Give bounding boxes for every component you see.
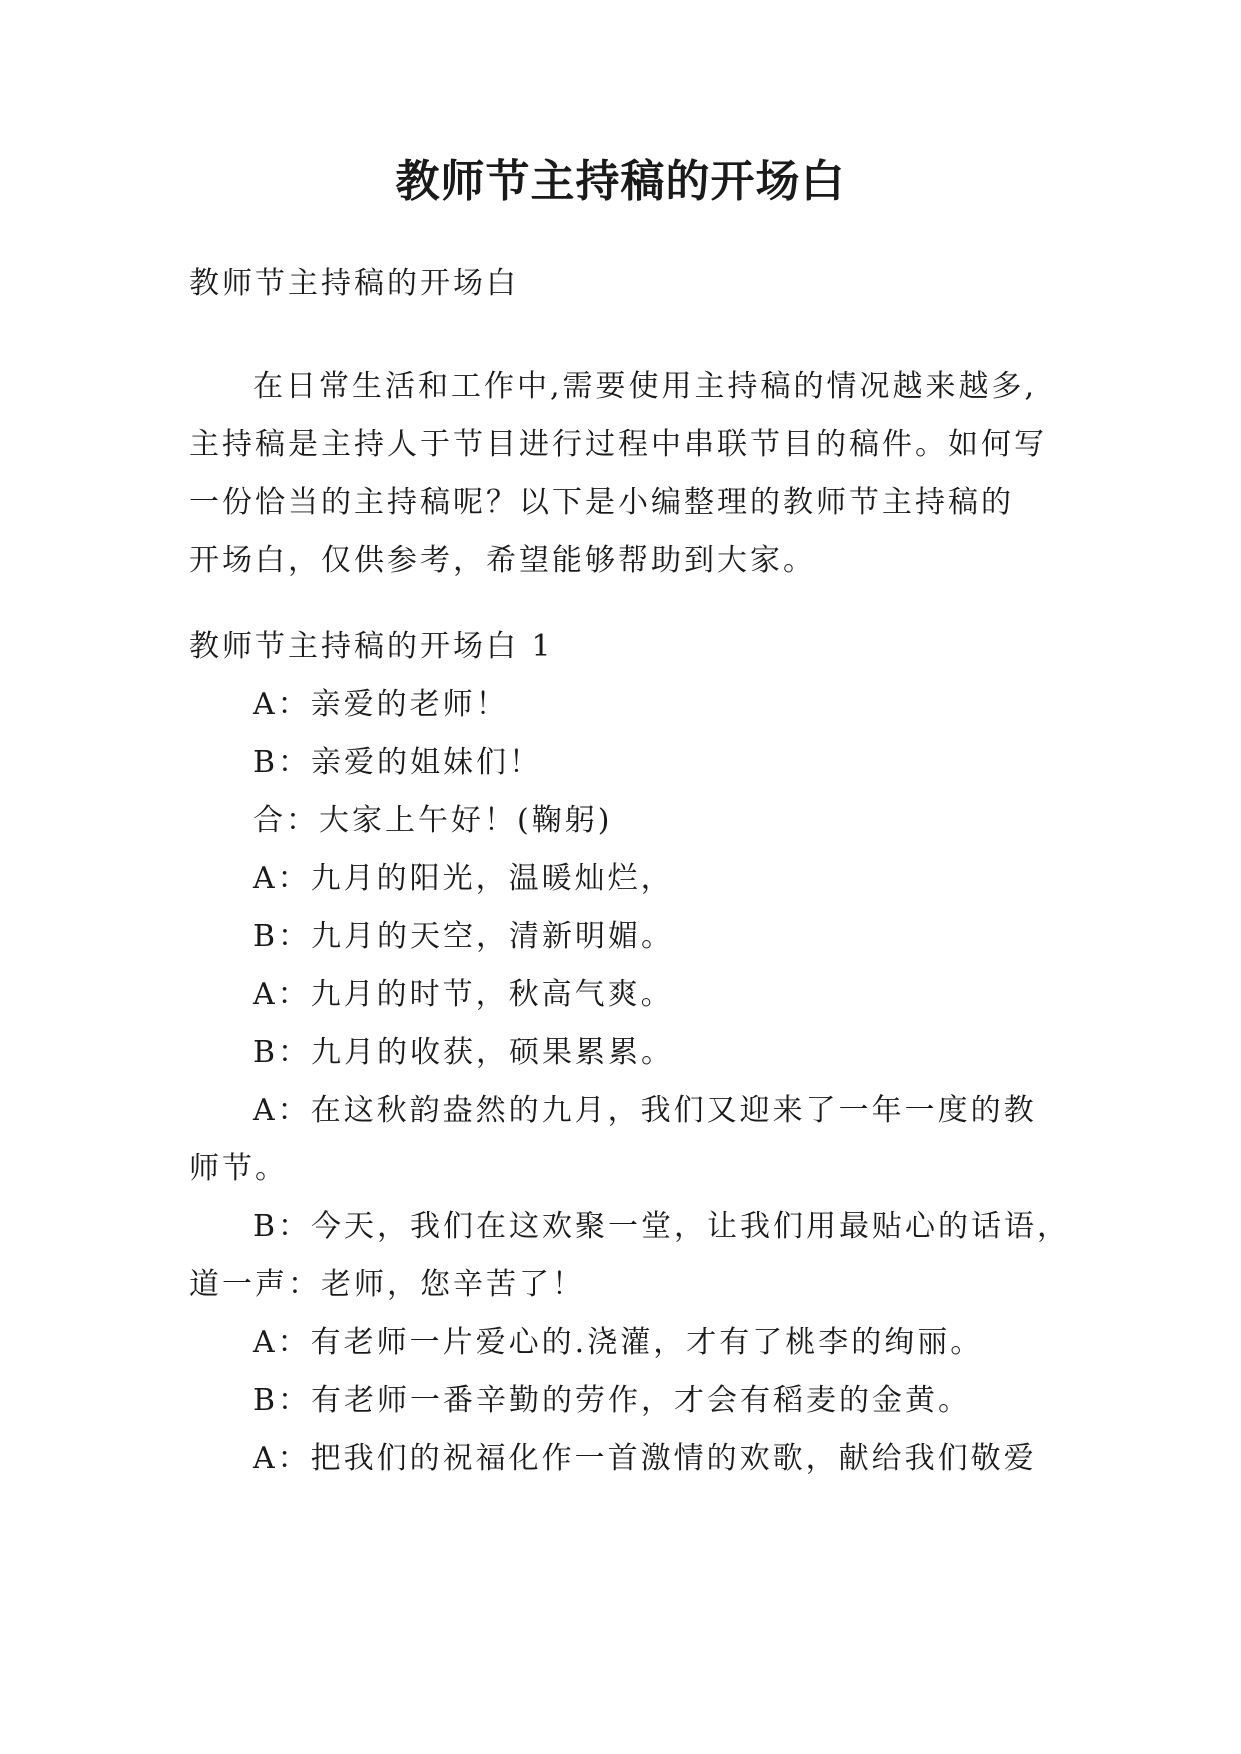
- intro-line: 开场白，仅供参考，希望能够帮助到大家。: [189, 543, 816, 578]
- dialogue-line: B：九月的天空，清新明媚。: [253, 919, 675, 954]
- subtitle: 教师节主持稿的开场白: [189, 266, 519, 301]
- dialogue-line: A：九月的时节，秋高气爽。: [253, 977, 674, 1012]
- dialogue-line: B：亲爱的姐妹们！: [253, 745, 543, 780]
- dialogue-line: B：今天，我们在这欢聚一堂，让我们用最贴心的话语，: [253, 1209, 1071, 1244]
- dialogue-line: 师节。: [189, 1151, 288, 1186]
- dialogue-line: 道一声：老师，您辛苦了！: [189, 1267, 585, 1302]
- intro-line: 在日常生活和工作中,需要使用主持稿的情况越来越多,: [253, 369, 1038, 404]
- dialogue-line: A：把我们的祝福化作一首激情的欢歌，献给我们敬爱: [253, 1441, 1037, 1476]
- intro-line: 主持稿是主持人于节目进行过程中串联节目的稿件。如何写: [189, 427, 1047, 462]
- section-heading: 教师节主持稿的开场白 1: [189, 629, 554, 664]
- dialogue-line: A：亲爱的老师！: [253, 687, 509, 722]
- dialogue-line: A：九月的阳光，温暖灿烂，: [253, 861, 674, 896]
- dialogue-line: B：有老师一番辛勤的劳作，才会有稻麦的金黄。: [253, 1383, 972, 1418]
- dialogue-line: A：在这秋韵盎然的九月，我们又迎来了一年一度的教: [253, 1093, 1037, 1128]
- dialogue-line: A：有老师一片爱心的.浇灌，才有了桃李的绚丽。: [253, 1325, 984, 1360]
- intro-line: 一份恰当的主持稿呢？以下是小编整理的教师节主持稿的: [189, 485, 1014, 520]
- dialogue-line: 合：大家上午好！(鞠躬): [253, 803, 613, 838]
- dialogue-line: B：九月的收获，硕果累累。: [253, 1035, 675, 1070]
- page-title: 教师节主持稿的开场白: [395, 156, 846, 207]
